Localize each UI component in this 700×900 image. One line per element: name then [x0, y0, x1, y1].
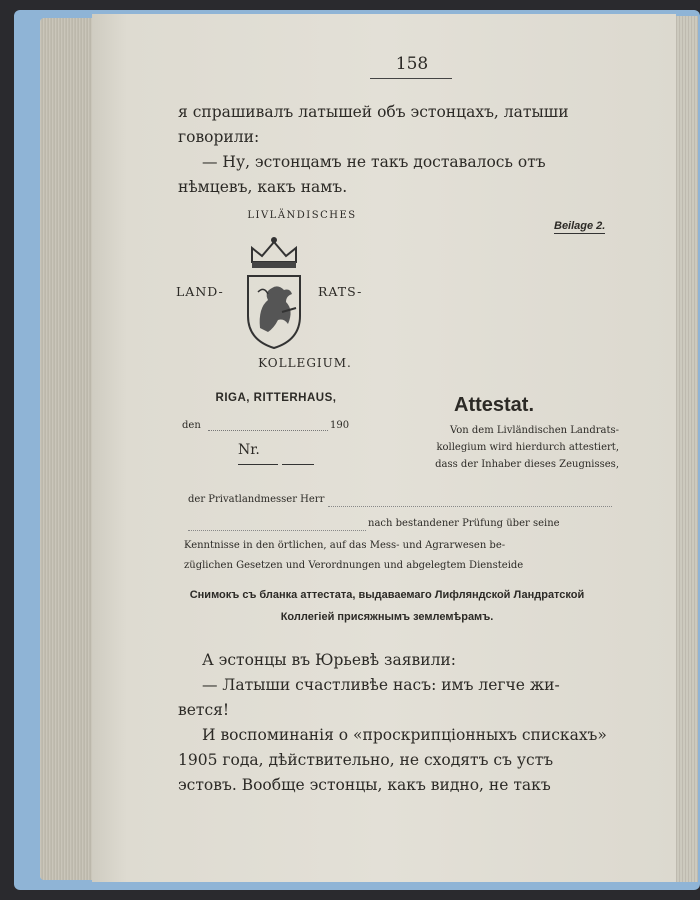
text-line: говорили: — [178, 128, 260, 146]
book-page — [92, 14, 676, 882]
page-number: 158 — [395, 54, 429, 74]
form-herr: der Privatlandmesser Herr — [188, 494, 325, 505]
form-line3: Kenntnisse in den örtlichen, auf das Mess- und Agrarwesen be- — [184, 540, 506, 551]
form-year: 190 — [330, 420, 350, 431]
text-line: эстовъ. Вообще эстонцы, какъ видно, не такъ — [178, 776, 551, 794]
caption-line: Снимокъ съ бланка аттестата, выдаваемаго Лифляндской Ландратской — [189, 589, 585, 601]
attestat-title: Attestat. — [454, 394, 535, 416]
nr-rule — [282, 464, 314, 465]
form-line4: züglichen Gesetzen und Verordnungen und abgelegtem Diensteide — [184, 560, 524, 571]
text-line: — Латыши счастливѣе насъ: имъ легче жи- — [202, 676, 560, 694]
nr-rule — [238, 464, 278, 465]
beilage-label: Beilage 2. — [554, 220, 606, 232]
attest-line: Von dem Livländischen Landrats- — [449, 425, 619, 436]
form-rats: RATS- — [318, 284, 363, 299]
text-line: — Ну, эстонцамъ не такъ доставалось отъ — [202, 153, 546, 171]
text-line: нѣмцевъ, какъ намъ. — [178, 178, 348, 196]
text-line: вется! — [178, 701, 230, 719]
date-dots — [208, 430, 328, 431]
page-number-rule — [370, 78, 452, 79]
line-dots — [188, 530, 366, 531]
caption-line: Коллегiей присяжнымъ землемѣрамъ. — [280, 611, 494, 623]
text-line: А эстонцы въ Юрьевѣ заявили: — [202, 651, 456, 669]
form-den: den — [182, 420, 201, 431]
form-line2: nach bestandener Prüfung über seine — [368, 518, 560, 529]
text-line: я спрашивалъ латышей объ эстонцахъ, латыши — [178, 103, 569, 121]
form-riga: RIGA, RITTERHAUS, — [215, 392, 337, 404]
attest-line: dass der Inhaber dieses Zeugnisses, — [435, 459, 619, 470]
form-livlandisches: LIVLÄNDISCHES — [247, 210, 357, 221]
herr-dots — [328, 506, 612, 507]
form-kollegium: KOLLEGIUM. — [258, 356, 352, 370]
attest-line: kollegium wird hierdurch attestiert, — [436, 442, 619, 453]
coat-of-arms-icon — [238, 232, 310, 352]
form-nr: Nr. — [238, 442, 260, 458]
text-line: И воспоминанiя о «проскрипцiонныхъ спискахъ» — [202, 726, 607, 744]
text-line: 1905 года, дѣйствительно, не сходятъ съ устъ — [178, 751, 554, 769]
form-land: LAND- — [176, 284, 224, 299]
page-edges — [40, 18, 100, 880]
